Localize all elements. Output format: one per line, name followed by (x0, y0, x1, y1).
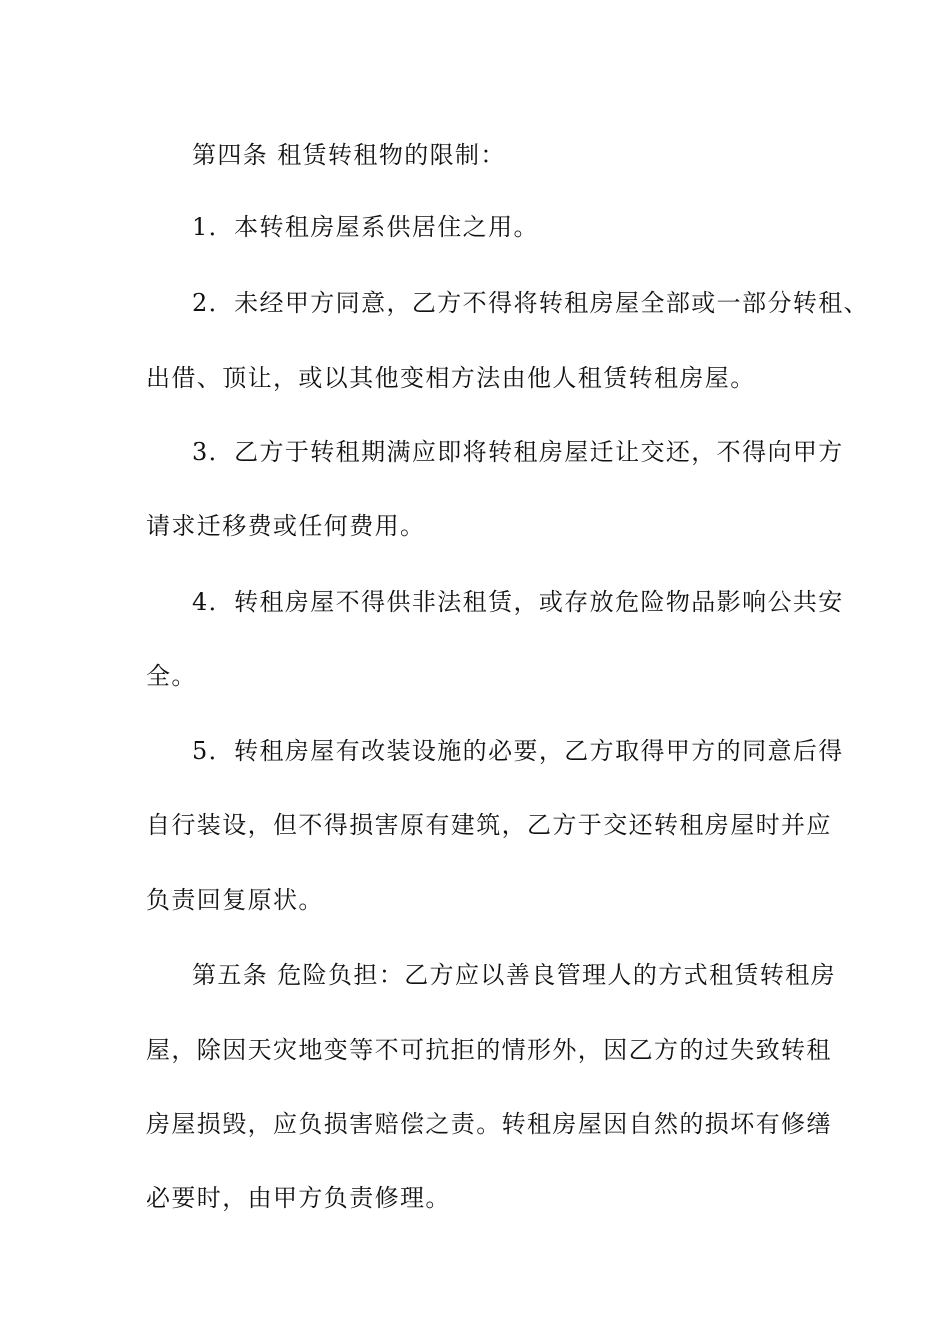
article-5-text-line-1: 第五条 危险负担：乙方应以善良管理人的方式租赁转租房 (192, 961, 837, 989)
clause-3-text-line-2: 请求迁移费或任何费用。 (146, 512, 426, 540)
clause-2-text-line-1: 2．未经甲方同意，乙方不得将转租房屋全部或一部分转租、 (192, 289, 870, 317)
clause-1-text: 1．本转租房屋系供居住之用。 (192, 213, 539, 241)
article-4-heading: 第四条 租赁转租物的限制： (192, 141, 506, 169)
article-5-text-line-2: 屋，除因天灾地变等不可抗拒的情形外，因乙方的过失致转租 (146, 1036, 832, 1064)
clause-5-text-line-2: 自行装设，但不得损害原有建筑，乙方于交还转租房屋时并应 (146, 811, 832, 839)
clause-3-text-line-1: 3．乙方于转租期满应即将转租房屋迁让交还，不得向甲方 (192, 438, 844, 466)
clause-5-text-line-3: 负责回复原状。 (146, 886, 324, 914)
clause-4-text-line-1: 4．转租房屋不得供非法租赁，或存放危险物品影响公共安 (192, 588, 844, 616)
article-5-text-line-3: 房屋损毁，应负损害赔偿之责。转租房屋因自然的损坏有修缮 (146, 1110, 832, 1138)
clause-4-text-line-2: 全。 (146, 662, 197, 690)
clause-2-text-line-2: 出借、顶让，或以其他变相方法由他人租赁转租房屋。 (146, 364, 756, 392)
article-5-text-line-4: 必要时，由甲方负责修理。 (146, 1184, 451, 1212)
clause-5-text-line-1: 5．转租房屋有改装设施的必要，乙方取得甲方的同意后得 (192, 737, 844, 765)
